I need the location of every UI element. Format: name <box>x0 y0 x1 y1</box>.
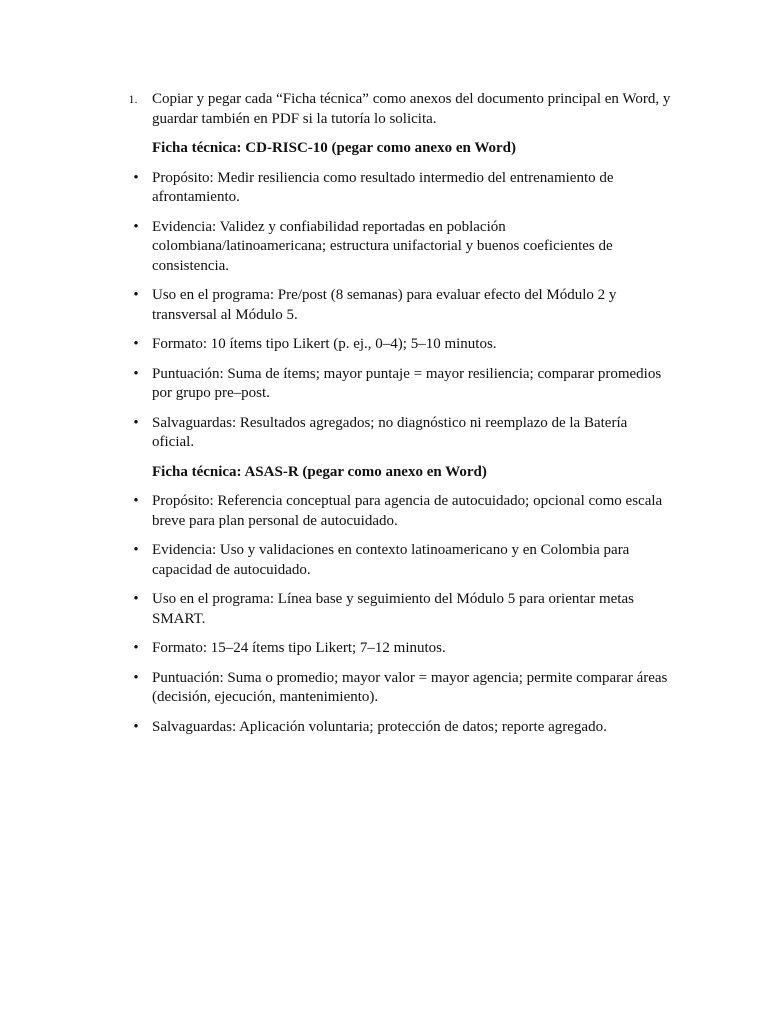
bullet-icon: • <box>133 591 139 607</box>
bullet-text: Evidencia: Uso y validaciones en contexto latinoamericano y en Colombia para capacidad de autocuidado. <box>152 542 630 578</box>
bullet-item <box>133 590 672 629</box>
bullet-item <box>133 286 672 325</box>
bullet-item <box>133 335 672 355</box>
list-item-text: Copiar y pegar cada “Ficha técnica” como anexos del documento principal en Word, y guardar también en PDF si la tutoría lo solicita. <box>152 91 671 127</box>
bullet-icon: • <box>133 365 139 382</box>
bullet-item <box>133 669 672 708</box>
bullet-item <box>133 414 672 453</box>
bullet-icon: • <box>133 287 139 303</box>
bullet-icon: • <box>133 669 139 686</box>
bullet-text: Puntuación: Suma de ítems; mayor puntaje = mayor resiliencia; comparar promedios por grupo pre–post. <box>152 365 662 401</box>
section-heading-cd-risc-10: Ficha técnica: CD-RISC-10 (pegar como anexo en Word) <box>152 140 516 156</box>
bullet-icon: • <box>133 542 139 558</box>
bullet-icon: • <box>133 169 139 186</box>
bullet-item <box>133 639 672 659</box>
bullet-icon: • <box>133 218 139 235</box>
bullet-text: Formato: 10 ítems tipo Likert (p. ej., 0–4); 5–10 minutos. <box>152 336 497 352</box>
bullet-text: Evidencia: Validez y confiabilidad reportadas en población colombiana/latinoamericana; estructura unifactorial y buenos coeficientes de consistencia. <box>152 218 613 274</box>
list-number: 1. <box>128 92 138 106</box>
bullet-text: Propósito: Referencia conceptual para agencia de autocuidado; opcional como escala breve para plan personal de autocuidado. <box>152 493 663 529</box>
document-body <box>128 90 672 747</box>
bullet-item <box>133 218 672 277</box>
section-heading-asas-r: Ficha técnica: ASAS-R (pegar como anexo en Word) <box>152 463 487 480</box>
bullet-text: Puntuación: Suma o promedio; mayor valor = mayor agencia; permite comparar áreas (decisión, ejecución, mantenimiento). <box>152 669 668 705</box>
bullet-item <box>133 541 672 580</box>
bullet-item <box>133 365 672 404</box>
bullet-icon: • <box>133 493 139 509</box>
bullet-text: Uso en el programa: Línea base y seguimiento del Módulo 5 para orientar metas SMART. <box>152 591 634 627</box>
bullet-text: Uso en el programa: Pre/post (8 semanas) para evaluar efecto del Módulo 2 y transversal al Módulo 5. <box>152 287 617 323</box>
bullet-text: Salvaguardas: Aplicación voluntaria; protección de datos; reporte agregado. <box>152 718 607 735</box>
bullet-text: Salvaguardas: Resultados agregados; no diagnóstico ni reemplazo de la Batería oficial. <box>152 414 628 450</box>
bullet-icon: • <box>133 640 139 656</box>
bullet-item <box>133 718 672 738</box>
bullet-icon: • <box>133 336 139 352</box>
bullet-text: Formato: 15–24 ítems tipo Likert; 7–12 minutos. <box>152 640 446 656</box>
bullet-icon: • <box>133 414 139 431</box>
bullet-item <box>133 169 672 208</box>
bullet-icon: • <box>133 718 139 735</box>
bullet-item <box>133 492 672 531</box>
numbered-list-item <box>128 90 672 129</box>
bullet-text: Propósito: Medir resiliencia como resultado intermedio del entrenamiento de afrontamiento. <box>152 169 614 205</box>
